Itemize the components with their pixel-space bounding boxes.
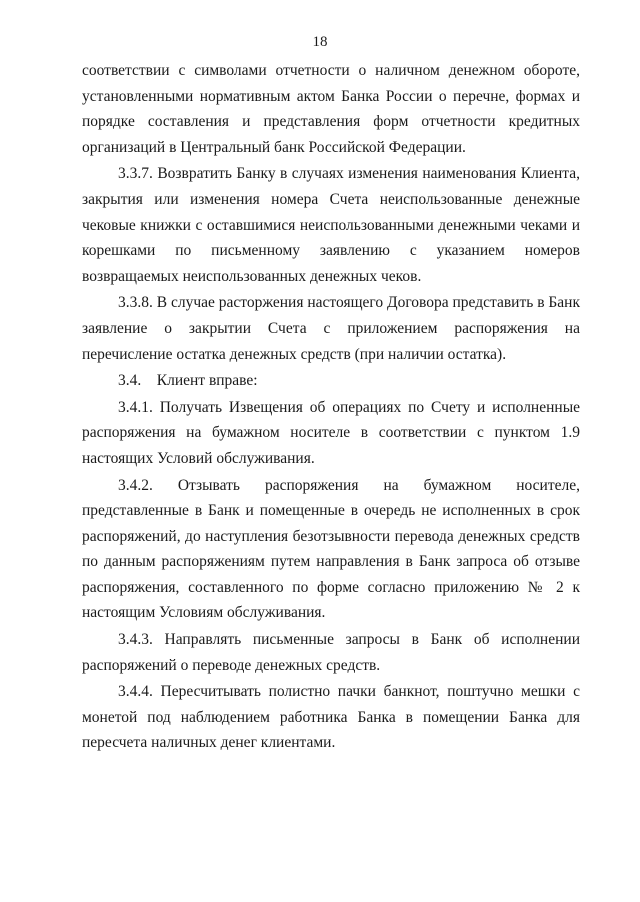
paragraph-3-4-2: 3.4.2. Отзывать распоряжения на бумажном носителе, представленные в Банк и помещенные в очередь не исполненных в срок распоряжений, до наступления безотзывности перевода денежных средств по данным распоряжениям путем направления в Банк запроса об отзыве распоряжения, составленного по форме согласно приложению № 2 к настоящим Условиям обслуживания. — [82, 476, 580, 622]
paragraph-3-4-4: 3.4.4. Пересчитывать полистно пачки банкнот, поштучно мешки с монетой под наблюдением работника Банка в помещении Банка для пересчета наличных денег клиентами. — [82, 683, 580, 752]
paragraph-3-4-3: 3.4.3. Направлять письменные запросы в Банк об исполнении распоряжений о переводе денежных средств. — [82, 631, 580, 674]
paragraph-3-3-7: 3.3.7. Возвратить Банку в случаях изменения наименования Клиента, закрытия или изменения номера Счета неиспользованные денежные чековые книжки с оставшимися неиспользованными денежными чеками и корешками по письменному заявлению с указанием номеров возвращаемых неиспользованных денежных чеков. — [82, 165, 580, 285]
document-body — [82, 58, 580, 756]
paragraph-3-3-8: 3.3.8. В случае расторжения настоящего Договора представить в Банк заявление о закрытии Счета с приложением распоряжения на перечисление остатка денежных средств (при наличии остатка). — [82, 294, 580, 363]
paragraph-continuation: соответствии с символами отчетности о наличном денежном обороте, установленными нормативным актом Банка России о перечне, формах и порядке составления и представления форм отчетности кредитных организаций в Центральный банк Российской Федерации. — [82, 62, 580, 156]
page-number: 18 — [312, 34, 328, 50]
section-heading-3-4: 3.4. Клиент вправе: — [118, 372, 258, 390]
paragraph-3-4-1: 3.4.1. Получать Извещения об операциях по Счету и исполненные распоряжения на бумажном носителе в соответствии с пунктом 1.9 настоящих Условий обслуживания. — [82, 398, 580, 467]
